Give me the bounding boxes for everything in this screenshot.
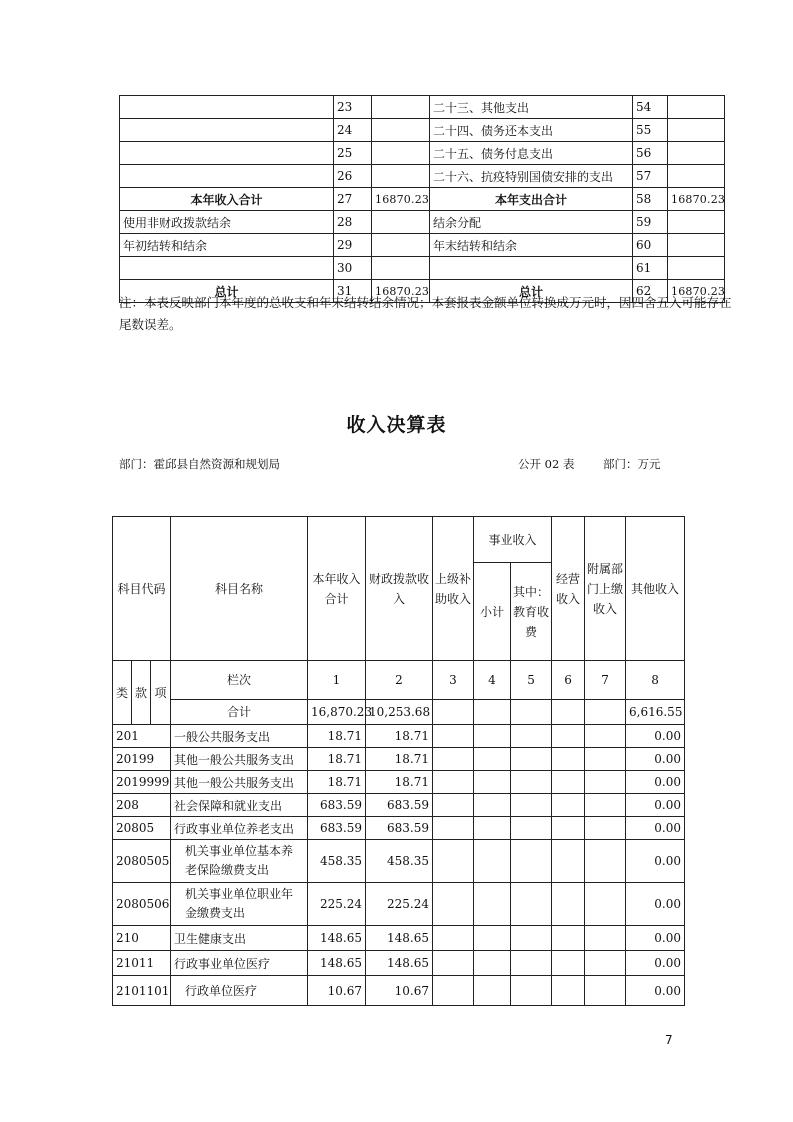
expense-label: 结余分配	[430, 211, 633, 234]
column-number: 4	[474, 661, 511, 700]
fiscal-value: 458.35	[366, 840, 433, 883]
income-value	[372, 165, 430, 188]
table-row	[120, 142, 725, 165]
fiscal-value: 148.65	[366, 951, 433, 976]
header-operating: 经营收入	[552, 517, 585, 661]
page-title: 收入决算表	[346, 414, 447, 436]
income-label	[120, 119, 334, 142]
column-number: 2	[366, 661, 433, 700]
total-value: 148.65	[308, 951, 366, 976]
table-row	[120, 96, 725, 119]
table-row	[113, 951, 685, 976]
subject-name: 机关事业单位基本养老保险缴费支出	[171, 840, 308, 883]
subject-code: 208	[113, 794, 171, 817]
column-number: 5	[511, 661, 552, 700]
other-value: 0.00	[626, 771, 685, 794]
subject-code: 20805	[113, 817, 171, 840]
income-value	[372, 211, 430, 234]
row-number: 56	[633, 142, 668, 165]
total-value: 18.71	[308, 748, 366, 771]
total-value: 10.67	[308, 976, 366, 1006]
income-value	[372, 234, 430, 257]
header-subject-name: 科目名称	[171, 517, 308, 661]
income-label: 使用非财政拨款结余	[120, 211, 334, 234]
total-value: 225.24	[308, 883, 366, 926]
expense-label: 二十六、抗疫特别国债安排的支出	[430, 165, 633, 188]
subject-name: 机关事业单位职业年金缴费支出	[171, 883, 308, 926]
income-value	[372, 119, 430, 142]
other-value: 0.00	[626, 951, 685, 976]
row-number: 25	[334, 142, 372, 165]
total-value: 18.71	[308, 725, 366, 748]
row-number: 58	[633, 188, 668, 211]
expense-label: 二十四、债务还本支出	[430, 119, 633, 142]
row-number: 30	[334, 257, 372, 280]
header-kuan: 款	[132, 661, 151, 725]
subject-code: 210	[113, 926, 171, 951]
table-row	[113, 840, 685, 883]
subject-name: 卫生健康支出	[171, 926, 308, 951]
subject-code: 201	[113, 725, 171, 748]
page-number: 7	[665, 1033, 673, 1047]
column-number: 6	[552, 661, 585, 700]
row-number: 57	[633, 165, 668, 188]
header-column-label: 栏次	[171, 661, 308, 700]
income-total-label: 本年收入合计	[120, 188, 334, 211]
income-label: 年初结转和结余	[120, 234, 334, 257]
header-subject-code: 科目代码	[113, 517, 171, 661]
other-value: 6,616.55	[626, 700, 685, 725]
department-label: 部门：霍邱县自然资源和规划局	[119, 457, 280, 471]
table-row	[113, 725, 685, 748]
subject-code: 2101101	[113, 976, 171, 1006]
fiscal-value: 10,253.68	[366, 700, 433, 725]
row-number: 59	[633, 211, 668, 234]
table-row	[113, 771, 685, 794]
income-value: 16870.23	[372, 188, 430, 211]
row-number: 24	[334, 119, 372, 142]
subject-name: 行政事业单位医疗	[171, 951, 308, 976]
expense-label	[430, 257, 633, 280]
fiscal-value: 10.67	[366, 976, 433, 1006]
table-row	[120, 119, 725, 142]
summary-table	[119, 95, 725, 303]
column-number: 7	[585, 661, 626, 700]
table-row	[120, 165, 725, 188]
row-number: 60	[633, 234, 668, 257]
table-row	[113, 748, 685, 771]
other-value: 0.00	[626, 817, 685, 840]
other-value: 0.00	[626, 976, 685, 1006]
total-value: 683.59	[308, 794, 366, 817]
row-number: 54	[633, 96, 668, 119]
table-row	[113, 976, 685, 1006]
expense-value	[668, 96, 725, 119]
table-row	[113, 883, 685, 926]
expense-value	[668, 211, 725, 234]
fiscal-value: 683.59	[366, 794, 433, 817]
subject-code: 20199	[113, 748, 171, 771]
column-number: 3	[433, 661, 474, 700]
column-number: 1	[308, 661, 366, 700]
header-affiliate: 附属部门上缴收入	[585, 517, 626, 661]
form-code: 公开 02 表	[518, 457, 575, 471]
grand-total-label: 总计	[120, 280, 334, 303]
row-number: 55	[633, 119, 668, 142]
expense-value: 16870.23	[668, 188, 725, 211]
fiscal-value: 683.59	[366, 817, 433, 840]
other-value: 0.00	[626, 926, 685, 951]
header-fiscal: 财政拨款收入	[366, 517, 433, 661]
income-value	[372, 257, 430, 280]
table-row	[113, 794, 685, 817]
table-note: 注：本表反映部门本年度的总收支和年末结转结余情况；本套报表金额单位转换成万元时，因四舍五入可能存在尾数误差。	[119, 295, 732, 332]
header-other: 其他收入	[626, 517, 685, 661]
expense-value	[668, 234, 725, 257]
total-value: 683.59	[308, 817, 366, 840]
total-value: 148.65	[308, 926, 366, 951]
header-xiang: 项	[151, 661, 171, 725]
income-label	[120, 257, 334, 280]
row-number: 29	[334, 234, 372, 257]
total-value: 458.35	[308, 840, 366, 883]
subject-name: 其他一般公共服务支出	[171, 771, 308, 794]
fiscal-value: 18.71	[366, 748, 433, 771]
subject-name: 行政事业单位养老支出	[171, 817, 308, 840]
row-number: 23	[334, 96, 372, 119]
subject-name: 行政单位医疗	[171, 976, 308, 1006]
expense-value	[668, 119, 725, 142]
expense-value	[668, 142, 725, 165]
expense-label: 二十三、其他支出	[430, 96, 633, 119]
expense-total-label: 本年支出合计	[430, 188, 633, 211]
unit-label: 部门：万元	[603, 457, 661, 471]
subject-code: 2019999	[113, 771, 171, 794]
subject-name: 社会保障和就业支出	[171, 794, 308, 817]
table-row	[113, 817, 685, 840]
table-row	[120, 211, 725, 234]
subject-code: 21011	[113, 951, 171, 976]
subject-name: 一般公共服务支出	[171, 725, 308, 748]
other-value: 0.00	[626, 794, 685, 817]
total-label: 合计	[171, 700, 308, 725]
total-value: 18.71	[308, 771, 366, 794]
table-row	[113, 926, 685, 951]
header-total: 本年收入合计	[308, 517, 366, 661]
other-value: 0.00	[626, 725, 685, 748]
column-number: 8	[626, 661, 685, 700]
other-value: 0.00	[626, 748, 685, 771]
income-value	[372, 96, 430, 119]
expense-value: 16870.23	[668, 280, 725, 303]
expense-value	[668, 165, 725, 188]
subject-name: 其他一般公共服务支出	[171, 748, 308, 771]
fiscal-value: 18.71	[366, 771, 433, 794]
row-number: 31	[334, 280, 372, 303]
row-number: 28	[334, 211, 372, 234]
other-value: 0.00	[626, 840, 685, 883]
row-number: 27	[334, 188, 372, 211]
total-row	[113, 700, 685, 725]
income-label	[120, 165, 334, 188]
expense-value	[668, 257, 725, 280]
header-business-edu: 其中：教育收费	[511, 563, 552, 661]
other-value: 0.00	[626, 883, 685, 926]
header-superior: 上级补助收入	[433, 517, 474, 661]
fiscal-value: 148.65	[366, 926, 433, 951]
header-business-subtotal: 小计	[474, 563, 511, 661]
table-row	[120, 234, 725, 257]
header-lei: 类	[113, 661, 132, 725]
row-number: 62	[633, 280, 668, 303]
subject-code: 2080506	[113, 883, 171, 926]
expense-label: 二十五、债务付息支出	[430, 142, 633, 165]
fiscal-value: 18.71	[366, 725, 433, 748]
income-label	[120, 96, 334, 119]
subject-code: 2080505	[113, 840, 171, 883]
table-row	[120, 257, 725, 280]
fiscal-value: 225.24	[366, 883, 433, 926]
income-table	[112, 516, 685, 1006]
expense-label: 年末结转和结余	[430, 234, 633, 257]
grand-total-label: 总计	[430, 280, 633, 303]
total-value: 16,870.23	[308, 700, 366, 725]
table-row	[120, 188, 725, 211]
income-value: 16870.23	[372, 280, 430, 303]
row-number: 26	[334, 165, 372, 188]
income-label	[120, 142, 334, 165]
income-value	[372, 142, 430, 165]
header-business: 事业收入	[474, 517, 552, 563]
row-number: 61	[633, 257, 668, 280]
